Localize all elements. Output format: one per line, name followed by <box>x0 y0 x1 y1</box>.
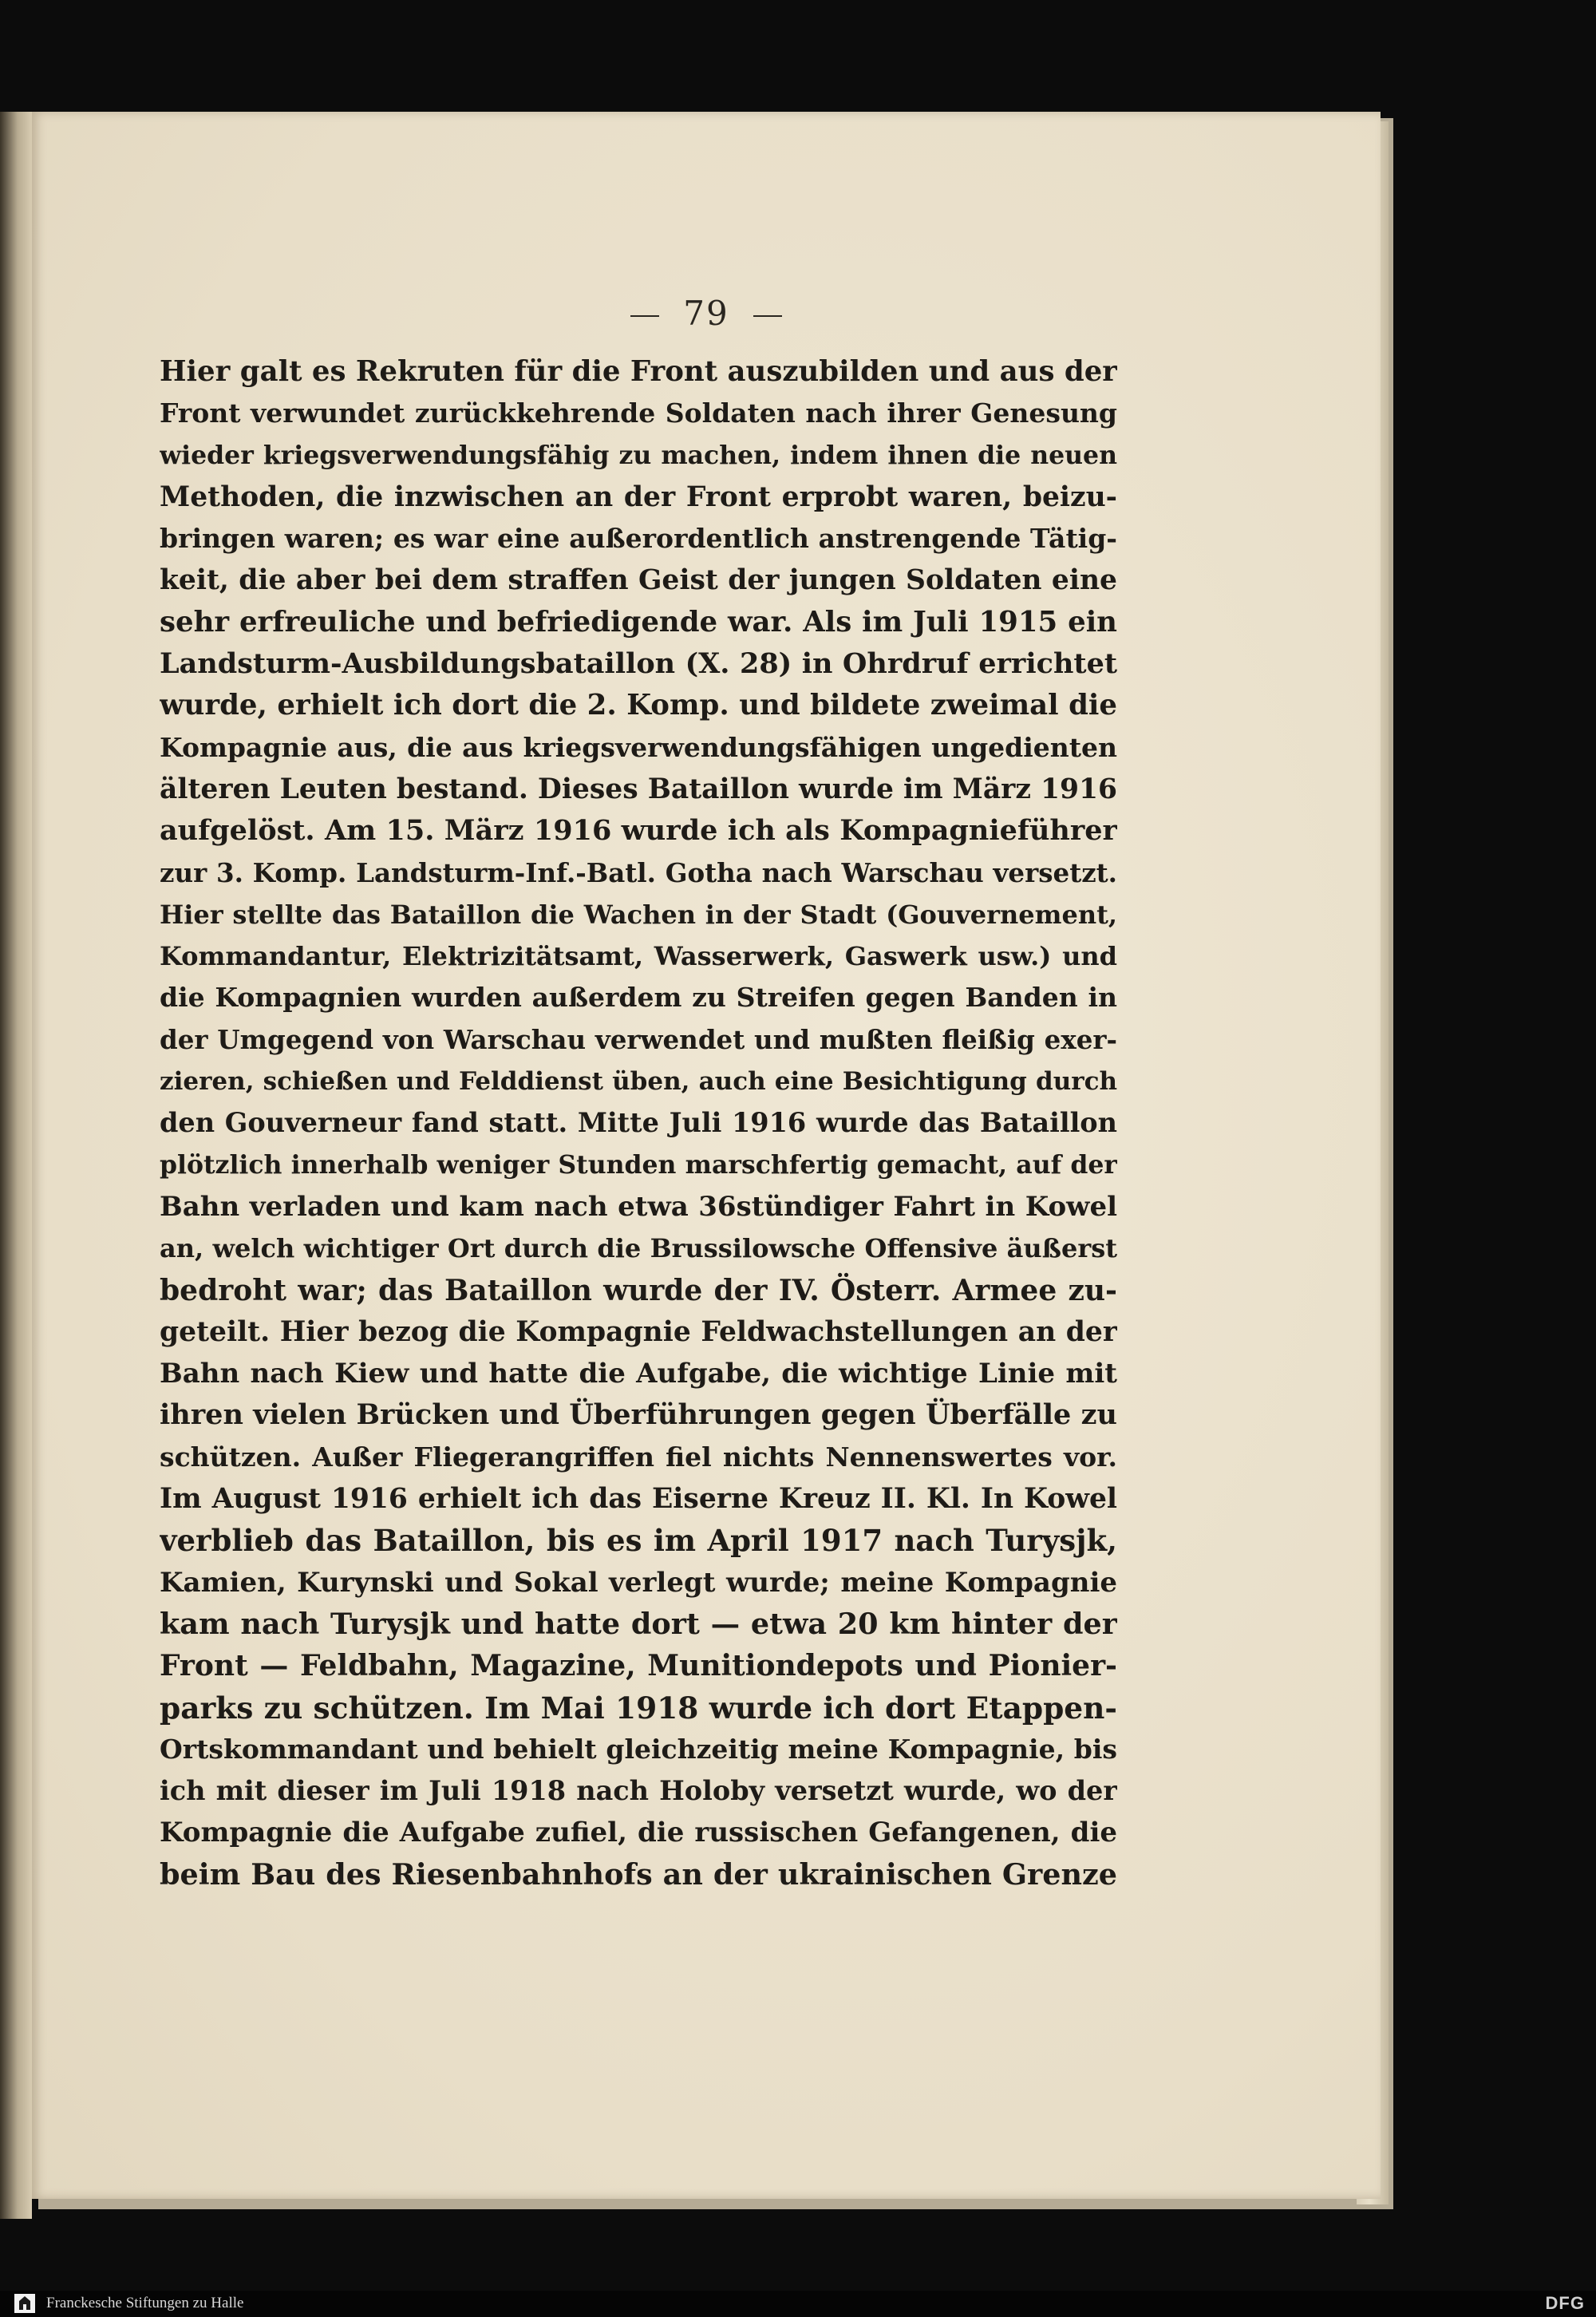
text-line: bedroht war; das Bataillon wurde der IV. Österr. Armee zu- <box>160 1273 1117 1307</box>
text-line: Kompagnie aus, die aus kriegsverwendungsfähigen ungedienten <box>160 731 1117 763</box>
text-line: Landsturm-Ausbildungsbataillon (X. 28) in Ohrdruf errichtet <box>160 647 1117 681</box>
text-line: Hier galt es Rekruten für die Front auszubilden und aus der <box>160 355 1117 388</box>
text-line: Hier stellte das Bataillon die Wachen in der Stadt (Gouvernement, <box>160 899 1117 930</box>
dash-right <box>753 315 782 317</box>
dfg-logo: DFG <box>1545 2293 1585 2313</box>
text-line: Front — Feldbahn, Magazine, Munitiondepots und Pionier- <box>160 1649 1117 1683</box>
text-line: Bahn nach Kiew und hatte die Aufgabe, die wichtige Linie mit <box>160 1358 1117 1390</box>
footer-institution-label: Franckesche Stiftungen zu Halle <box>46 2295 244 2311</box>
body-text <box>160 351 1117 1896</box>
text-line: Front verwundet zurückkehrende Soldaten nach ihrer Genesung <box>160 397 1117 429</box>
text-line: verblieb das Bataillon, bis es im April 1917 nach Turysjk, <box>160 1523 1117 1559</box>
text-line: Kommandantur, Elektrizitätsamt, Wasserwerk, Gaswerk usw.) und <box>160 941 1117 972</box>
text-line: wieder kriegsverwendungsfähig zu machen, indem ihnen die neuen <box>160 440 1117 470</box>
text-line: der Umgegend von Warschau verwendet und mußten fleißig exer- <box>160 1023 1117 1055</box>
text-line: Im August 1916 erhielt ich das Eiserne Kreuz II. Kl. In Kowel <box>160 1483 1117 1516</box>
text-line: schützen. Außer Fliegerangriffen fiel nichts Nennenswertes vor. <box>160 1441 1117 1473</box>
text-line: keit, die aber bei dem straffen Geist der jungen Soldaten eine <box>160 564 1117 597</box>
text-line: wurde, erhielt ich dort die 2. Komp. und bildete zweimal die <box>160 689 1117 722</box>
text-line: Bahn verladen und kam nach etwa 36stündiger Fahrt in Kowel <box>160 1190 1117 1223</box>
text-line: an, welch wichtiger Ort durch die Brussilowsche Offensive äußerst <box>160 1233 1117 1264</box>
text-line: zur 3. Komp. Landsturm-Inf.-Batl. Gotha nach Warschau versetzt. <box>160 856 1117 888</box>
text-line: älteren Leuten bestand. Dieses Bataillon wurde im März 1916 <box>160 773 1117 805</box>
text-line: plötzlich innerhalb weniger Stunden marschfertig gemacht, auf der <box>160 1149 1117 1180</box>
text-line: Methoden, die inzwischen an der Front erprobt waren, beizu- <box>160 480 1117 513</box>
dash-left <box>630 315 659 317</box>
text-line: den Gouverneur fand statt. Mitte Juli 1916 wurde das Bataillon <box>160 1107 1117 1139</box>
text-line: aufgelöst. Am 15. März 1916 wurde ich als Kompagnieführer <box>160 814 1117 848</box>
institution-logo-icon <box>14 2294 35 2313</box>
text-line: bringen waren; es war eine außerordentlich anstrengende Tätig- <box>160 523 1117 555</box>
text-line: Ortskommandant und behielt gleichzeitig meine Kompagnie, bis <box>160 1733 1117 1765</box>
text-line: sehr erfreuliche und befriedigende war. Als im Juli 1915 ein <box>160 605 1117 639</box>
page-number-header <box>32 294 1381 333</box>
text-line: geteilt. Hier bezog die Kompagnie Feldwachstellungen an der <box>160 1315 1117 1348</box>
book-page <box>32 112 1381 2199</box>
text-line: ihren vielen Brücken und Überführungen gegen Überfälle zu <box>160 1398 1117 1432</box>
left-page-edge <box>0 112 32 2219</box>
text-line: parks zu schützen. Im Mai 1918 wurde ich dort Etappen- <box>160 1690 1117 1726</box>
text-line: zieren, schießen und Felddienst üben, auch eine Besichtigung durch <box>160 1067 1117 1097</box>
text-line: Kamien, Kurynski und Sokal verlegt wurde; meine Kompagnie <box>160 1566 1117 1599</box>
page-number: 79 <box>683 294 729 333</box>
text-line: Kompagnie die Aufgabe zufiel, die russischen Gefangenen, die <box>160 1817 1117 1849</box>
text-line: die Kompagnien wurden außerdem zu Streifen gegen Banden in <box>160 982 1117 1014</box>
text-line: beim Bau des Riesenbahnhofs an der ukrainischen Grenze <box>160 1856 1117 1892</box>
text-line: ich mit dieser im Juli 1918 nach Holoby versetzt wurde, wo der <box>160 1775 1117 1807</box>
text-line: kam nach Turysjk und hatte dort — etwa 20 km hinter der <box>160 1606 1117 1641</box>
